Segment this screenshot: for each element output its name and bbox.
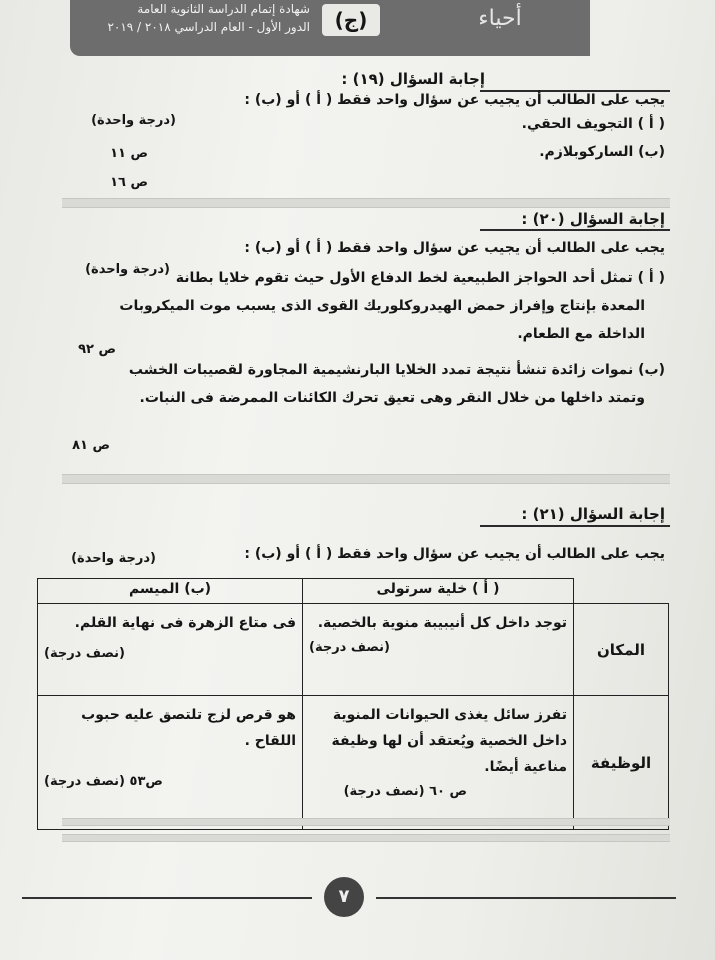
- section-separator-2: [62, 474, 670, 484]
- page-number: ٧: [324, 877, 364, 917]
- q21-title: إجابة السؤال (٢١) :: [521, 505, 665, 523]
- header-model-label: (ج): [322, 4, 380, 36]
- section-separator-1: [62, 198, 670, 208]
- q20-answer-b-line1: (ب) نموات زائدة تنشأ نتيجة تمدد الخلايا البارنشيمية المجاورة لقصيبات الخشب: [128, 362, 665, 378]
- q21-grade: (درجة واحدة): [71, 551, 156, 566]
- q21-instruction: يجب على الطالب أن يجيب عن سؤال واحد فقط ( أ ) أو (ب) :: [244, 546, 665, 562]
- section-separator-3: [62, 818, 670, 826]
- q20-underline: [480, 229, 670, 231]
- cell-place-a-text: توجد داخل كل أنيبيبة منوية بالخصية.: [317, 615, 567, 631]
- q20-grade: (درجة واحدة): [85, 262, 170, 277]
- table-header-col-b: (ب) الميسم: [38, 579, 303, 604]
- q20-answer-b-line2: وتمتد داخلها من خلال النقر وهى تعيق تحرك الكائنات الممرضة فى النبات.: [139, 390, 645, 406]
- q19-grade: (درجة واحدة): [91, 113, 176, 128]
- footer-line-left: [22, 897, 312, 899]
- q19-title: إجابة السؤال (١٩) :: [341, 70, 485, 88]
- table-corner-cell: [574, 579, 669, 604]
- cell-function-a-text: تفرز سائل يغذى الحيوانات المنوية داخل الخصية ويُعتقد أن لها وظيفة مناعية أيضًا.: [331, 707, 567, 775]
- q20-answer-a-line1: ( أ ) تمثل أحد الحواجز الطبيعية لخط الدفاع الأول حيث تقوم خلايا بطانة: [175, 270, 665, 286]
- section-separator-4: [62, 834, 670, 842]
- q19-page-b: ص ١٦: [110, 175, 148, 190]
- table-header-row: [38, 579, 669, 604]
- cell-function-a-grade: ص ٦٠ (نصف درجة): [343, 784, 467, 799]
- q19-answer-a: ( أ ) التجويف الحقي.: [521, 116, 665, 132]
- cell-function-b-text: هو قرص لزج تلتصق عليه حبوب اللقاح .: [81, 707, 296, 749]
- q19-answer-b: (ب) الساركوبلازم.: [539, 144, 665, 160]
- q19-page-a: ص ١١: [110, 146, 148, 161]
- header-session: الدور الأول - العام الدراسي ٢٠١٨ / ٢٠١٩: [107, 20, 310, 34]
- q21-underline: [480, 525, 670, 527]
- header-title: شهادة إتمام الدراسة الثانوية العامة: [137, 2, 310, 16]
- q20-answer-a-line3: الداخلة مع الطعام.: [517, 326, 645, 342]
- table-row-place: [38, 604, 669, 696]
- q20-page-b: ص ٨١: [72, 438, 110, 453]
- header-subject: أحياء: [478, 6, 522, 31]
- q20-instruction: يجب على الطالب أن يجيب عن سؤال واحد فقط ( أ ) أو (ب) :: [244, 240, 665, 256]
- cell-function-a: [303, 696, 574, 830]
- cell-place-a-grade: (نصف درجة): [309, 640, 390, 655]
- cell-place-a: [303, 604, 574, 696]
- q20-answer-a-line2: المعدة بإنتاج وإفراز حمض الهيدروكلوريك القوى الذى يسبب موت الميكروبات: [119, 298, 645, 314]
- cell-place-b: [38, 604, 303, 696]
- row-label-function: الوظيفة: [574, 696, 669, 830]
- cell-place-b-grade: (نصف درجة): [44, 646, 125, 661]
- q19-instruction: يجب على الطالب أن يجيب عن سؤال واحد فقط ( أ ) أو (ب) :: [244, 92, 665, 108]
- q21-answer-table: [37, 578, 669, 830]
- q20-page-a: ص ٩٢: [78, 342, 116, 357]
- table-header-col-a: ( أ ) خلية سرتولى: [303, 579, 574, 604]
- footer-line-right: [376, 897, 676, 899]
- cell-function-b: [38, 696, 303, 830]
- row-label-place: المكان: [574, 604, 669, 696]
- cell-place-b-text: فى متاع الزهرة فى نهاية القلم.: [74, 615, 296, 631]
- q20-title: إجابة السؤال (٢٠) :: [521, 210, 665, 228]
- cell-function-b-grade: ص٥٣ (نصف درجة): [44, 774, 163, 789]
- table-row-function: [38, 696, 669, 830]
